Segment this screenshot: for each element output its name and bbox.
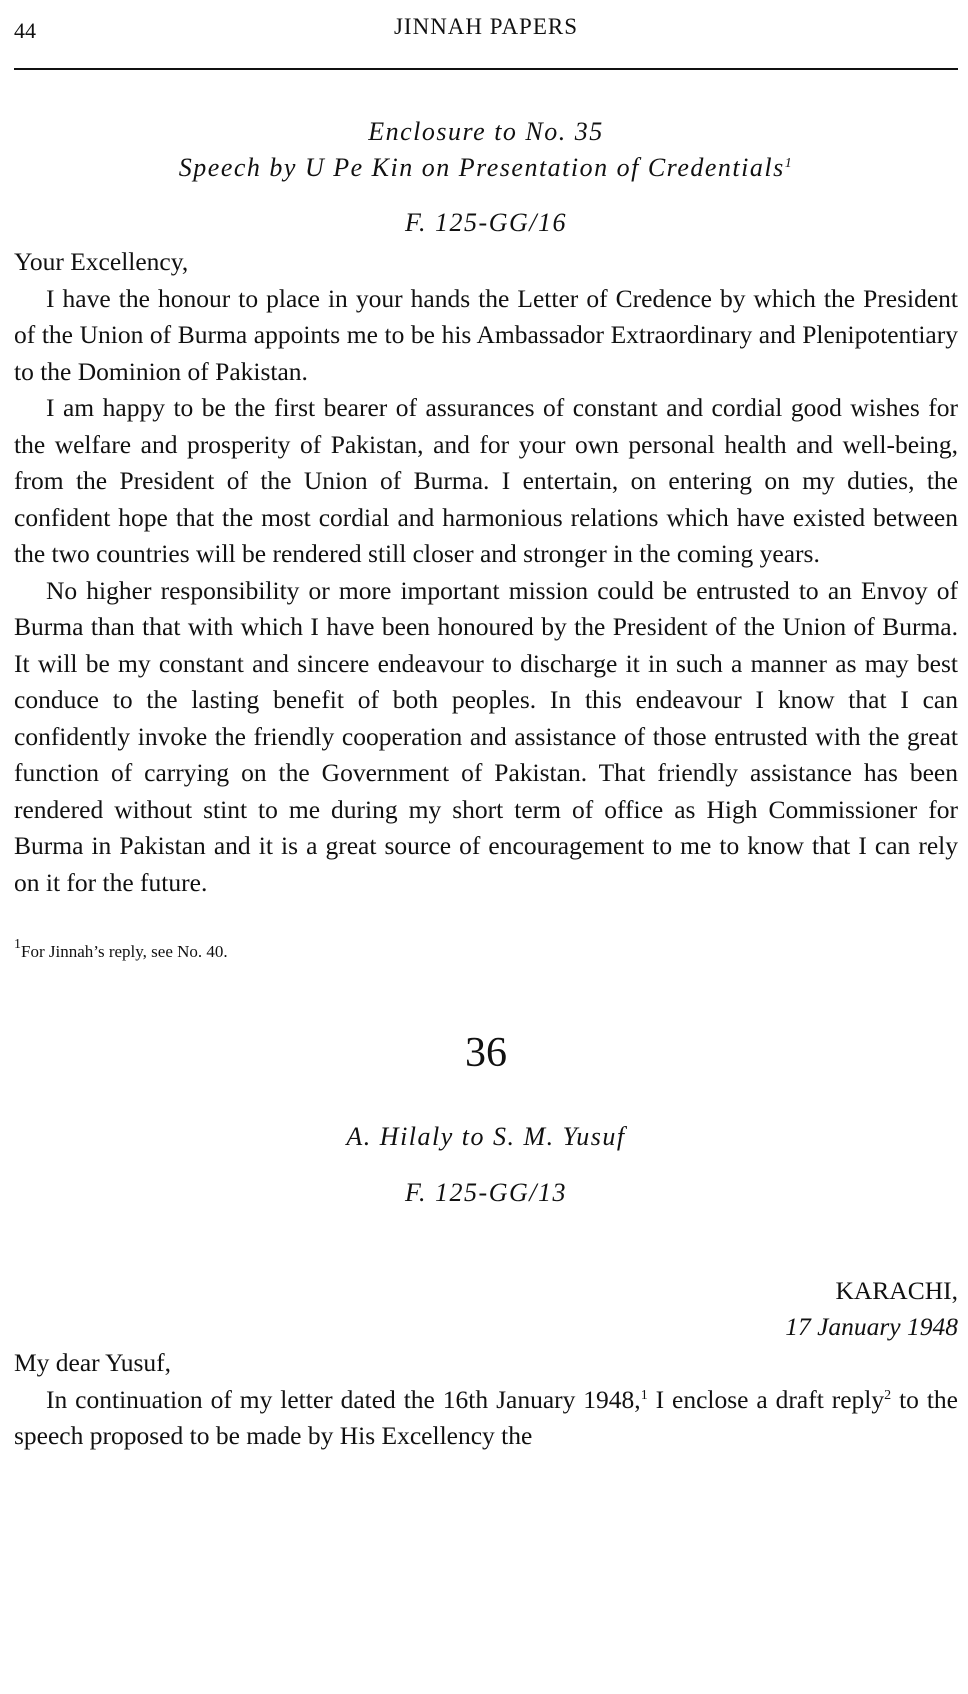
- footnote-reference: 1: [784, 156, 794, 171]
- letter-text-3: to the speech proposed to be made by His Excellency the: [14, 1384, 958, 1450]
- enclosure-subtitle: [14, 150, 958, 186]
- enclosure-paragraph-2: I am happy to be the first bearer of assurances of constant and cordial good wishes for the welfare and prosperity of Pakistan, and for your own personal health and well-being, from the President of the Union of Burma. I entertain, on entering on my duties, the confident hope that the most cordial and harmonious relations which have existed between the two countries will be rendered still closer and stronger in the coming years.: [14, 393, 958, 568]
- enclosure-paragraph-3: No higher responsibility or more important mission could be entrusted to an Envoy of Burma than that with which I have been honoured by the President of the Union of Burma. It will be my constant and sincere endeavour to discharge it in such a manner as may best conduce to the lasting benefit of both peoples. In this endeavour I know that I can confidently invoke the friendly cooperation and assistance of those entrusted with the great function of carrying on the Government of Pakistan. That friendly assistance has been rendered without stint to me during my short term of office as High Commissioner for Burma in Pakistan and it is a great source of encouragement to me to know that I can rely on it for the future.: [14, 575, 958, 897]
- document-page: [14, 0, 958, 1455]
- document-heading: A. Hilaly to S. M. Yusuf: [346, 1122, 626, 1151]
- letter-text-2: I enclose a draft reply: [647, 1384, 885, 1414]
- letter-paragraph-1: [14, 1382, 958, 1455]
- running-title: JINNAH PAPERS: [393, 14, 579, 39]
- letter-note-2: 2: [884, 1387, 892, 1403]
- enclosure-subtitle-text: Speech by U Pe Kin on Presentation of Credentials: [178, 153, 785, 182]
- document-file-reference: F. 125-GG/13: [405, 1178, 567, 1207]
- dateline: [14, 1273, 958, 1345]
- footnote-text: For Jinnah’s reply, see No. 40.: [21, 942, 228, 961]
- document-number: 36: [465, 1030, 507, 1076]
- dateline-place: KARACHI,: [835, 1276, 958, 1305]
- letter-text-1: In continuation of my letter dated the 16th January 1948,: [46, 1384, 641, 1414]
- enclosure-salutation: Your Excellency,: [14, 247, 189, 276]
- dateline-date: 17 January 1948: [785, 1312, 958, 1341]
- running-header: [14, 0, 958, 70]
- footnote-mark: 1: [14, 937, 21, 952]
- enclosure-paragraph-1: I have the honour to place in your hands the Letter of Credence by which the President of the Union of Burma appoints me to be his Ambassador Extraordinary and Plenipotentiary to the Dominion of Pakistan.: [14, 283, 958, 386]
- letter-note-1: 1: [640, 1387, 648, 1403]
- letter-salutation: My dear Yusuf,: [14, 1348, 171, 1377]
- footnote: [14, 937, 958, 963]
- enclosure-file-reference: F. 125-GG/16: [405, 208, 567, 237]
- page-number: 44: [14, 18, 36, 43]
- enclosure-title: Enclosure to No. 35: [368, 117, 604, 146]
